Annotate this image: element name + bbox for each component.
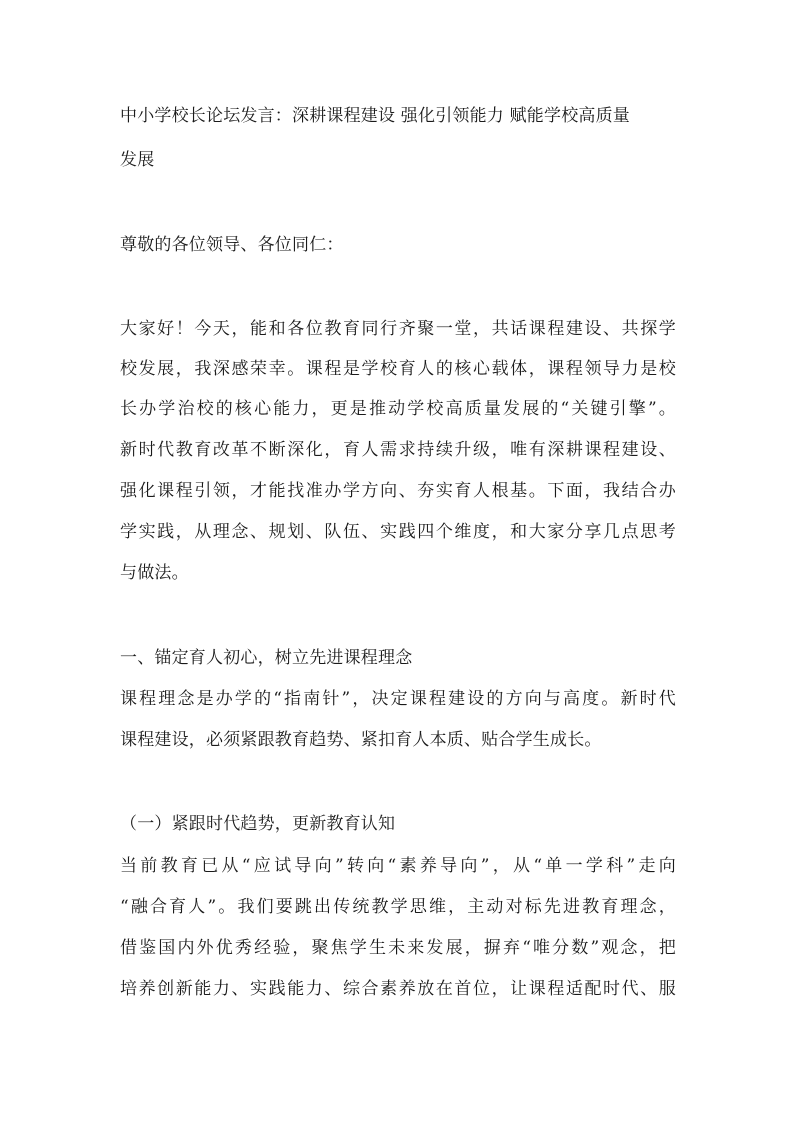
subsection-paragraph-line: “融合育人”。我们要跳出传统教学思维，主动对标先进教育理念， bbox=[120, 897, 676, 917]
intro-line: 与做法。 bbox=[120, 563, 189, 583]
intro-line: 大家好！今天，能和各位教育同行齐聚一堂，共话课程建设、共探学 bbox=[120, 319, 676, 339]
section-heading: 一、锚定育人初心，树立先进课程理念 bbox=[120, 648, 413, 668]
subsection-heading: （一）紧跟时代趋势，更新教育认知 bbox=[120, 814, 396, 834]
intro-line: 新时代教育改革不断深化，育人需求持续升级，唯有深耕课程建设、 bbox=[120, 440, 676, 460]
intro-line: 学实践，从理念、规划、队伍、实践四个维度，和大家分享几点思考 bbox=[120, 522, 676, 542]
section-paragraph-line: 课程建设，必须紧跟教育趋势、紧扣育人本质、贴合学生成长。 bbox=[120, 730, 602, 750]
subsection-paragraph-line: 借鉴国内外优秀经验，聚焦学生未来发展，摒弃“唯分数”观念，把 bbox=[120, 938, 676, 958]
salutation: 尊敬的各位领导、各位同仁： bbox=[120, 235, 344, 255]
intro-line: 强化课程引领，才能找准办学方向、夯实育人根基。下面，我结合办 bbox=[120, 481, 676, 501]
intro-line: 长办学治校的核心能力，更是推动学校高质量发展的“关键引擎”。 bbox=[120, 399, 676, 419]
subsection-paragraph-line: 当前教育已从“应试导向”转向“素养导向”，从“单一学科”走向 bbox=[120, 856, 676, 876]
document-title-line-1: 中小学校长论坛发言：深耕课程建设 强化引领能力 赋能学校高质量 bbox=[120, 106, 631, 126]
subsection-paragraph-line: 培养创新能力、实践能力、综合素养放在首位，让课程适配时代、服 bbox=[120, 979, 676, 999]
intro-line: 校发展，我深感荣幸。课程是学校育人的核心载体，课程领导力是校 bbox=[120, 359, 676, 379]
document-title-line-2: 发展 bbox=[120, 150, 155, 170]
section-paragraph-line: 课程理念是办学的“指南针”，决定课程建设的方向与高度。新时代 bbox=[120, 689, 676, 709]
